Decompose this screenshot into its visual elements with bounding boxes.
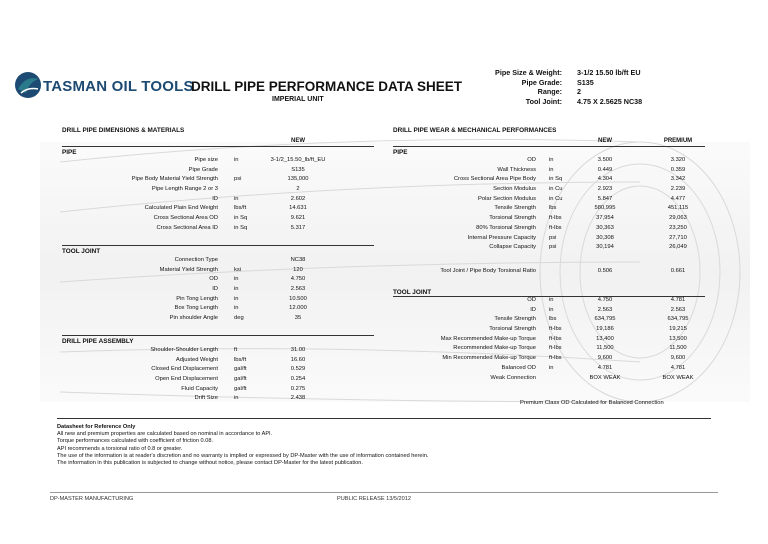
row-unit: ft (234, 347, 238, 353)
row-new: 4.304 (597, 176, 613, 183)
table-row (62, 375, 374, 385)
row-label: Tensile Strength (494, 205, 536, 212)
row-value: 31.00 (290, 347, 306, 353)
row-label: Pin shoulder Angle (169, 315, 218, 322)
row-premium: 26,049 (669, 244, 687, 251)
table-row (393, 325, 705, 335)
row-value: 9.621 (290, 215, 306, 222)
reference-line: The use of the information is at reader's discretion and no warranty is implied or expressed by DP-Master with the use of information contained herein. (57, 452, 429, 459)
row-label: Weak Connection (490, 374, 536, 381)
row-unit: ft-lbs (549, 335, 562, 342)
spec-label: Pipe Grade: (521, 77, 562, 87)
row-value: NC38 (290, 257, 306, 263)
row-label: Collapse Capacity (489, 244, 536, 251)
row-new: 0.449 (597, 166, 613, 173)
row-value: 135,000 (287, 176, 309, 183)
spec-label: Tool Joint: (525, 97, 562, 107)
divider (57, 418, 711, 419)
row-new: 30,308 (596, 234, 614, 241)
left-assembly-table (62, 346, 374, 404)
ratio-premium: 0.661 (670, 268, 686, 274)
row-unit: lbs/ft (234, 205, 247, 212)
row-label: Min Recommended Make-up Torque (442, 355, 536, 362)
row-label: OD (527, 157, 536, 163)
row-premium: 29,063 (669, 215, 687, 222)
row-unit: ft-lbs (549, 326, 562, 333)
reference-line: All new and premium properties are calculated based on nominal in accordance to API. (57, 431, 273, 438)
table-row (393, 374, 705, 384)
row-value: 14.631 (289, 205, 307, 212)
table-row (393, 306, 705, 316)
row-unit: psi (549, 244, 557, 251)
row-premium: 4.781 (670, 297, 686, 303)
row-premium: 13,500 (669, 335, 687, 342)
divider (62, 245, 374, 246)
table-row (62, 224, 374, 234)
table-row (393, 224, 705, 234)
row-unit: psi (234, 176, 242, 183)
reference-line: The information in this publication is subjected to change without notice, please contact DP-Master for the latest publication. (57, 460, 363, 467)
page-title: DRILL PIPE PERFORMANCE DATA SHEET (191, 79, 463, 94)
row-premium: 3.320 (670, 157, 686, 163)
table-row (393, 335, 705, 345)
row-label: Box Tong Length (174, 305, 218, 312)
table-row (62, 195, 374, 205)
row-premium: BOX WEAK (662, 374, 694, 381)
row-premium: 2.563 (670, 306, 686, 313)
row-unit: in (234, 276, 239, 283)
row-new: 30,194 (596, 244, 614, 251)
row-premium: 3.342 (670, 176, 686, 183)
row-new: 2.563 (597, 306, 613, 313)
row-premium: 451,115 (667, 205, 689, 212)
reference-title: Datasheet for Reference Only (57, 424, 136, 430)
row-label: Max Recommended Make-up Torque (440, 335, 536, 342)
row-new: 19,186 (596, 326, 614, 333)
row-value: 10.500 (289, 295, 307, 302)
row-label: Balanced OD (501, 364, 536, 371)
row-value: 2.563 (290, 286, 306, 293)
table-row (393, 364, 705, 374)
row-premium: 11,500 (669, 345, 687, 352)
row-new: 37,954 (596, 215, 614, 222)
row-value: 4.750 (290, 276, 306, 283)
row-new: 4.781 (597, 364, 613, 371)
table-row (62, 175, 374, 185)
row-label: Pipe size (194, 157, 218, 163)
row-unit: in (234, 295, 239, 302)
spec-value: S135 (577, 77, 594, 87)
row-premium: 19,215 (669, 326, 687, 333)
row-label: ID (530, 306, 536, 313)
table-row (62, 185, 374, 195)
row-label: Pipe Grade (188, 166, 218, 173)
table-row (62, 356, 374, 366)
left-pipe-table (62, 156, 374, 234)
row-unit: in (234, 305, 239, 312)
row-unit: in (234, 157, 239, 163)
row-value: 120 (293, 266, 303, 273)
table-row (62, 346, 374, 356)
left-assembly-heading: DRILL PIPE ASSEMBLY (62, 338, 134, 345)
row-new: 9,600 (597, 355, 613, 362)
table-row (393, 204, 705, 214)
row-unit: psi (549, 234, 557, 241)
row-new: 5.847 (597, 195, 613, 202)
row-label: OD (209, 276, 218, 283)
row-label: Shoulder-Shoulder Length (150, 347, 218, 353)
row-label: Polar Section Modulus (478, 195, 536, 202)
row-unit: in (234, 195, 239, 202)
divider (393, 146, 705, 147)
row-unit: in (549, 166, 554, 173)
table-row (393, 234, 705, 244)
table-row (62, 285, 374, 295)
row-label: Torsional Strength (489, 215, 536, 222)
table-row (393, 185, 705, 195)
table-row (62, 204, 374, 214)
right-col-premium: PREMIUM (663, 138, 693, 144)
row-premium: 27,710 (669, 234, 687, 241)
row-value: 16.60 (290, 356, 306, 363)
torsional-ratio-row (393, 267, 705, 277)
footer-left: DP-MASTER MANUFACTURING (50, 496, 134, 502)
table-row (62, 214, 374, 224)
row-label: Adjusted Weight (175, 356, 218, 363)
row-unit: gal/ft (234, 366, 247, 373)
row-new: 634,795 (594, 316, 616, 323)
row-label: Cross Sectional Area Pipe Body (453, 176, 536, 183)
right-pipe-heading: PIPE (393, 149, 408, 156)
table-row (62, 365, 374, 375)
table-row (393, 175, 705, 185)
row-premium: 0.359 (670, 166, 686, 173)
row-unit: ft-lbs (549, 224, 562, 231)
row-new: 580,995 (594, 205, 616, 212)
table-row (62, 166, 374, 176)
row-new: 13,400 (596, 335, 614, 342)
row-value: 0.275 (290, 385, 306, 392)
table-row (62, 295, 374, 305)
row-label: Pipe Length Range 2 or 3 (151, 186, 218, 193)
row-new: 2.923 (597, 186, 613, 193)
row-premium: 4.477 (670, 195, 686, 202)
table-row (393, 214, 705, 224)
row-label: Section Modulus (493, 186, 536, 193)
table-row (62, 256, 374, 266)
right-col-new: NEW (598, 138, 612, 144)
row-label: Cross Sectional Area OD (153, 215, 218, 222)
row-new: 30,363 (596, 224, 614, 231)
table-row (393, 315, 705, 325)
row-premium: 2.239 (670, 186, 686, 193)
row-unit: in (549, 297, 554, 303)
table-row (393, 296, 705, 306)
row-label: Connection Type (174, 257, 218, 263)
row-unit: lbs (549, 316, 557, 323)
reference-line: API recommends a torsional ratio of 0.8 or greater. (57, 445, 183, 452)
row-unit: gal/ft (234, 385, 247, 392)
row-unit: ft-lbs (549, 345, 562, 352)
row-value: S135 (291, 166, 305, 173)
reference-notes (57, 424, 428, 467)
row-unit: in Sq (234, 215, 248, 222)
row-unit: lbs (549, 205, 557, 212)
row-value: 2.602 (290, 195, 306, 202)
row-value: 0.529 (290, 366, 306, 373)
row-unit: in (234, 395, 239, 402)
row-value: 5.317 (290, 224, 306, 231)
table-row (393, 354, 705, 364)
row-label: Material Yield Strength (159, 266, 218, 273)
footer-center: PUBLIC RELEASE 13/5/2012 (337, 496, 412, 502)
footer-divider (50, 492, 718, 493)
row-new: 3.500 (597, 157, 613, 163)
right-tool-joint-table (393, 296, 705, 383)
row-premium: 634,795 (667, 316, 689, 323)
divider (62, 146, 374, 147)
row-premium: 9,600 (670, 355, 686, 362)
row-label: Closed End Displacement (151, 366, 218, 373)
row-premium: 4.781 (670, 364, 686, 371)
row-label: Open End Displacement (155, 376, 218, 383)
table-row (393, 243, 705, 253)
row-unit: in (549, 364, 554, 371)
row-unit: in Cu (549, 195, 563, 202)
unit-subtitle: IMPERIAL UNIT (272, 96, 324, 103)
table-row (62, 266, 374, 276)
row-unit: in Sq (234, 224, 248, 231)
balanced-connection-note: Premium Class OD Calculated for Balanced Connection (520, 400, 664, 406)
table-row (393, 195, 705, 205)
row-new: 4.750 (597, 297, 613, 303)
row-label: Torsional Strength (489, 326, 536, 333)
row-unit: ft-lbs (549, 215, 562, 222)
left-tool-joint-heading: TOOL JOINT (62, 248, 101, 255)
spec-label: Pipe Size & Weight: (495, 68, 562, 77)
left-pipe-heading: PIPE (62, 149, 77, 156)
table-row (62, 394, 374, 404)
row-value: 0.254 (290, 376, 306, 383)
row-value: 12.000 (289, 305, 307, 312)
spec-label: Range: (537, 87, 562, 97)
left-tool-joint-table (62, 256, 374, 324)
company-name: TASMAN OIL TOOLS (43, 78, 194, 95)
spec-value: 4.75 X 2.5625 NC38 (577, 97, 643, 107)
row-label: Wall Thickness (497, 166, 536, 173)
table-row (62, 304, 374, 314)
row-label: Internal Pressure Capacity (467, 234, 536, 241)
row-unit: ksi (234, 266, 242, 273)
table-row (393, 166, 705, 176)
row-unit: lbs/ft (234, 356, 247, 363)
row-unit: ft-lbs (549, 355, 562, 362)
left-section-title: DRILL PIPE DIMENSIONS & MATERIALS (62, 127, 185, 134)
row-label: Pin Tong Length (176, 295, 218, 302)
row-value: 35 (294, 315, 302, 322)
spec-value: 2 (577, 87, 581, 97)
spec-value: 3-1/2 15.50 lb/ft EU (577, 68, 641, 77)
right-pipe-table (393, 156, 705, 253)
row-label: Pipe Body Material Yield Strength (131, 176, 218, 183)
table-row (62, 314, 374, 324)
row-unit: in (549, 306, 554, 313)
row-unit: in (549, 157, 554, 163)
row-label: Calculated Plain End Weight (144, 205, 218, 212)
row-unit: gal/ft (234, 376, 247, 383)
table-row (62, 385, 374, 395)
row-label: Recommended Make-up Torque (453, 345, 536, 352)
ratio-label: Tool Joint / Pipe Body Torsional Ratio (440, 268, 536, 274)
row-unit: in Sq (549, 176, 563, 183)
spec-labels (462, 68, 562, 107)
table-row (62, 156, 374, 166)
row-unit: in Cu (549, 186, 563, 193)
row-new: 11,500 (596, 345, 614, 352)
row-label: ID (212, 286, 218, 293)
spec-values (577, 68, 727, 107)
row-premium: 23,250 (669, 224, 687, 231)
row-label: Drift Size (194, 395, 218, 402)
left-col-new: NEW (291, 138, 305, 144)
ratio-new: 0.506 (597, 268, 613, 274)
table-row (62, 275, 374, 285)
row-unit: in (234, 286, 239, 293)
row-label: 80% Torsional Strength (476, 224, 536, 231)
row-value: 2 (296, 186, 300, 193)
row-label: ID (212, 195, 218, 202)
row-new: BOX WEAK (589, 374, 621, 381)
row-label: Tensile Strength (494, 316, 536, 323)
row-value: 3-1/2_15.50_lb/ft_EU (270, 157, 326, 163)
table-row (393, 156, 705, 166)
row-label: Fluid Capacity (181, 385, 218, 392)
row-label: Cross Sectional Area ID (156, 224, 218, 231)
right-tool-joint-heading: TOOL JOINT (393, 289, 432, 296)
reference-line: Torque performances calculated with coefficient of friction 0.08. (57, 438, 213, 445)
divider (62, 335, 374, 336)
row-value: 2.438 (290, 395, 306, 402)
row-label: OD (527, 297, 536, 303)
row-unit: deg (234, 315, 244, 322)
right-section-title: DRILL PIPE WEAR & MECHANICAL PERFORMANCES (393, 127, 557, 134)
table-row (393, 344, 705, 354)
